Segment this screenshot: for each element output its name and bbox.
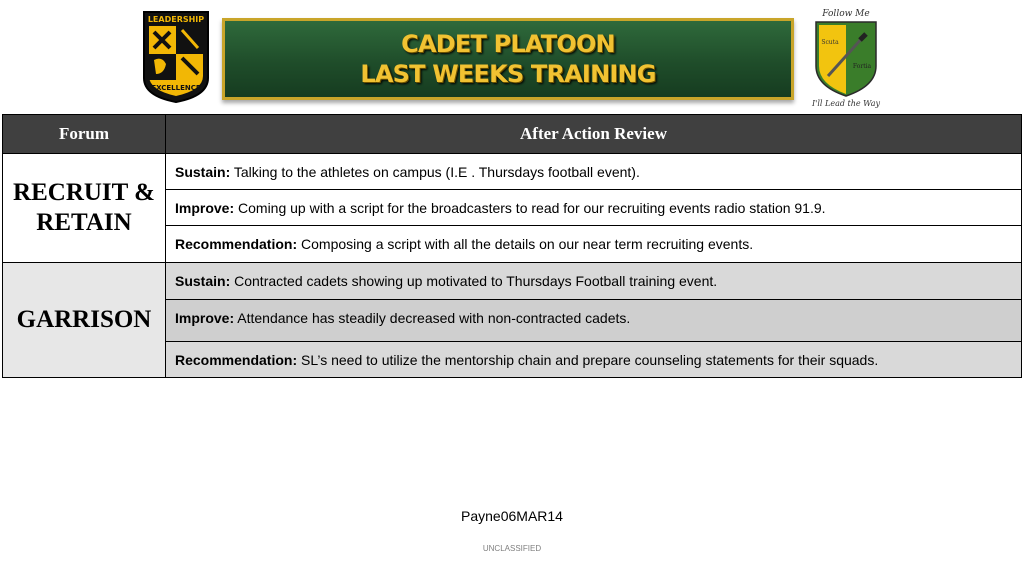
recommendation-cell [166, 342, 1022, 378]
forum-recruit-retain: RECRUIT & RETAIN [3, 154, 166, 263]
item-text: Talking to the athletes on campus (I.E . Thursdays football event). [233, 163, 640, 180]
table-row [3, 263, 1022, 300]
logo-motto-top: Follow Me [822, 9, 870, 19]
item-text: Composing a script with all the details on our near term recruiting events. [301, 236, 754, 252]
item-text: Attendance has steadily decreased with non-contracted cadets. [237, 310, 631, 326]
improve-cell [166, 300, 1022, 342]
classification-marking: UNCLASSIFIED [482, 544, 542, 553]
improve-cell [166, 190, 1022, 226]
logo-right-text: Fortia [852, 63, 872, 70]
logo-left-text: Scuta [821, 39, 839, 46]
leadership-excellence-logo [140, 8, 212, 104]
logo-motto-bottom: I'll Lead the Way [812, 99, 880, 108]
item-label: Sustain: [175, 273, 231, 289]
table-header-row [3, 115, 1022, 154]
rotc-shield-icon [140, 8, 212, 104]
item-label: Sustain: [175, 163, 231, 180]
sustain-cell [166, 263, 1022, 300]
after-action-review-table [2, 114, 1022, 378]
green-shield-sword-icon [806, 6, 886, 110]
forum-column-header: Forum [3, 115, 166, 154]
banner-title-line2: LAST WEEKS TRAINING [360, 60, 656, 88]
item-label: Recommendation: [175, 351, 298, 368]
follow-me-logo [806, 6, 886, 110]
banner-title-line1: CADET PLATOON [401, 30, 615, 58]
logo-top-text: LEADERSHIP [147, 15, 205, 24]
sustain-cell [166, 154, 1022, 190]
item-text: Coming up with a script for the broadcasters to read for our recruiting events radio station 91.9. [238, 199, 826, 216]
logo-bottom-text: EXCELLENCE [151, 84, 201, 92]
item-label: Improve: [175, 310, 235, 326]
author-date-stamp: Payne06MAR14 [461, 508, 563, 524]
table-row [3, 154, 1022, 190]
aar-column-header: After Action Review [166, 115, 1022, 154]
item-label: Recommendation: [175, 236, 298, 252]
item-text: Contracted cadets showing up motivated to Thursdays Football training event. [234, 273, 718, 289]
recommendation-cell [166, 226, 1022, 263]
title-banner [222, 18, 794, 100]
item-label: Improve: [175, 199, 235, 216]
item-text: SL’s need to utilize the mentorship chain and prepare counseling statements for their squads. [301, 351, 879, 368]
forum-garrison: GARRISON [3, 263, 166, 378]
